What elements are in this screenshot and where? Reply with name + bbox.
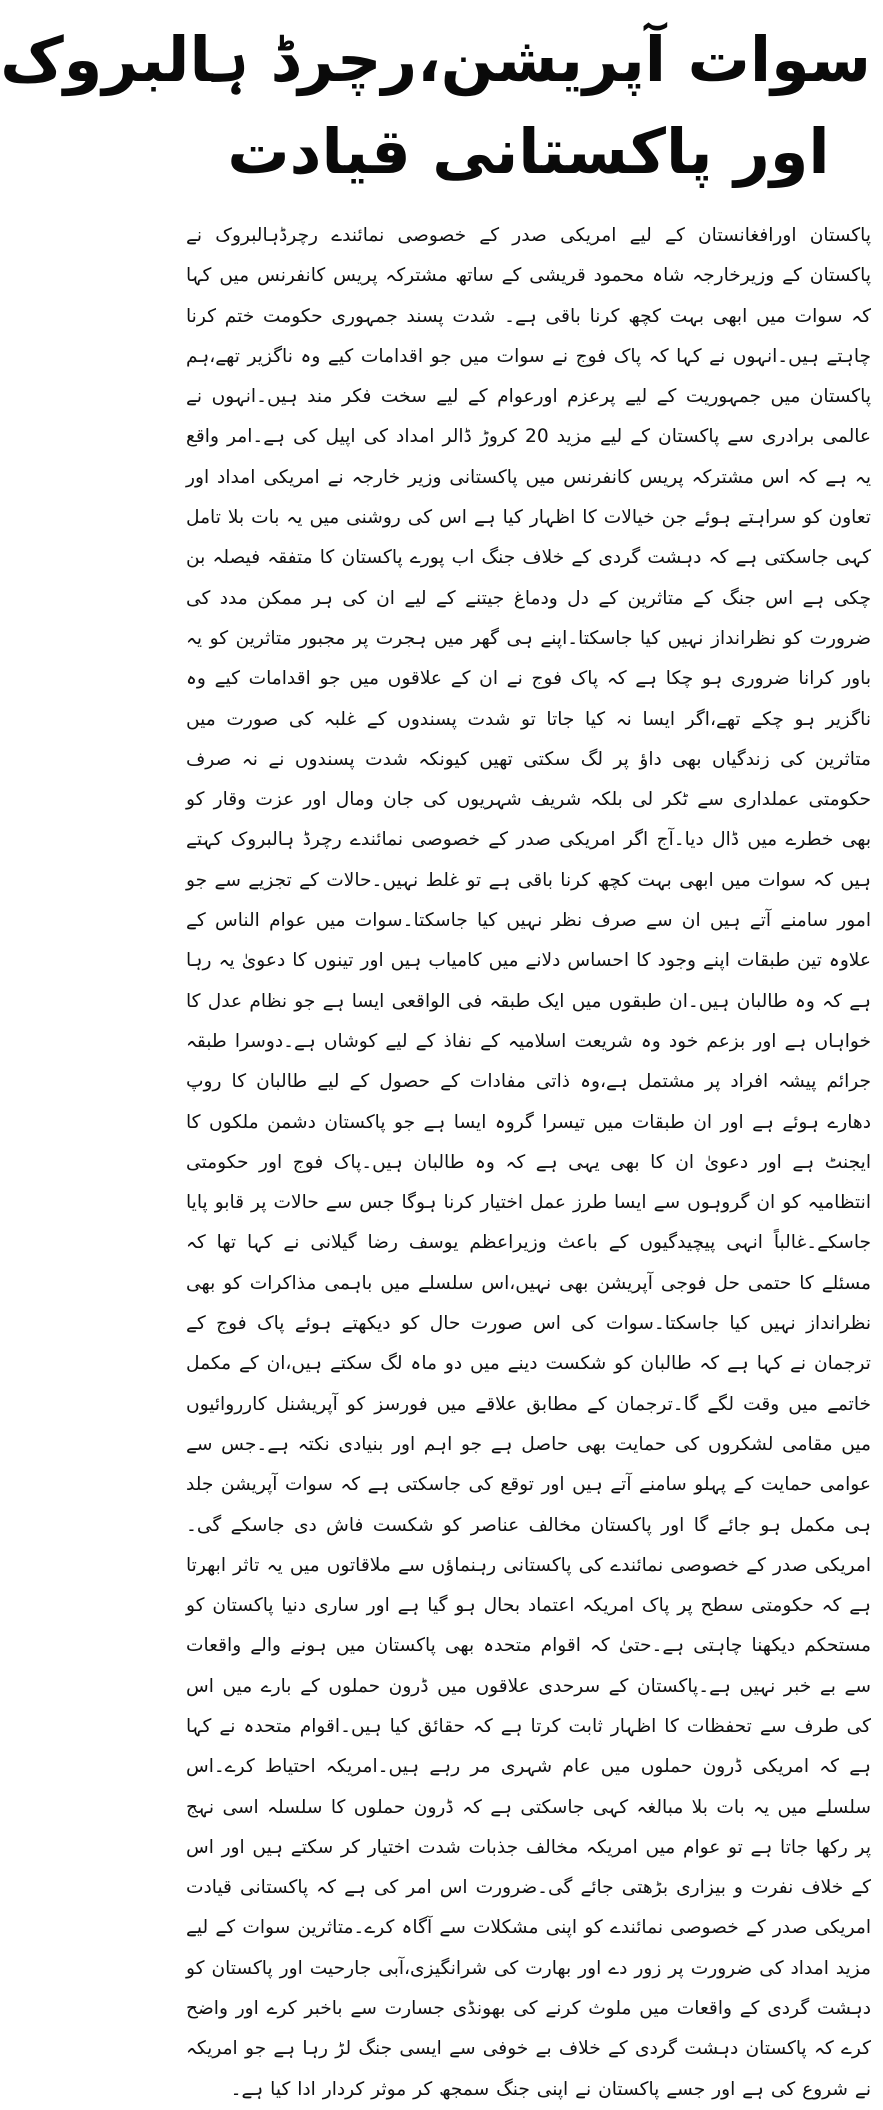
headline-line-1: سوات آپریشن،رچرڈ ہالبروک [0,23,871,96]
article-paragraph: پاکستان اورافغانستان کے لیے امریکی صدر کے خصوصی نمائندے رچرڈہالبروک نے پاکستان کے وزیرخارجہ شاہ محمود قریشی کے ساتھ مشترکہ پریس کانفرنس میں کہا کہ سوات میں ابھی بہت کچھ کرنا باقی ہے۔ شدت پسند جمہوری حکومت ختم کرنا چاہتے ہیں۔انہوں نے کہا کہ پاک فوج نے سوات میں جو اقدامات کیے وہ ناگزیر تھے،ہم پاکستان میں جمہوریت کے لیے پرعزم اورعوام کے لیے سخت فکر مند ہیں۔انہوں نے عالمی برادری سے پاکستان کے لیے مزید 20 کروڑ ڈالر امداد کی اپیل کی ہے۔امر واقع یہ ہے کہ اس مشترکہ پریس کانفرنس میں پاکستانی وزیر خارجہ نے امریکی امداد اور تعاون کو سراہتے ہوئے جن خیالات کا اظہار کیا ہے اس کی روشنی میں یہ بات بلا تامل کہی جاسکتی ہے کہ دہشت گردی کے خلاف جنگ اب پورے پاکستان کا متفقہ فیصلہ بن چکی ہے اس جنگ کے متاثرین کے دل ودماغ جیتنے کے لیے ان کی ہر ممکن مدد کی ضرورت کو نظرانداز نہیں کیا جاسکتا۔اپنے ہی گھر میں ہجرت پر مجبور متاثرین کو یہ باور کرانا ضروری ہو چکا ہے کہ پاک فوج نے ان کے علاقوں میں جو اقدامات کیے وہ ناگزیر ہو چکے تھے،اگر ایسا نہ کیا جاتا تو شدت پسندوں کے غلبہ کی صورت میں متاثرین کی زندگیاں بھی داؤ پر لگ سکتی تھیں کیونکہ شدت پسندوں نے نہ صرف حکومتی عملداری سے ٹکر لی بلکہ شریف شہریوں کی جان ومال اور عزت وقار کو بھی خطرے میں ڈال دیا۔آج اگر امریکی صدر کے خصوصی نمائندے رچرڈ ہالبروک کہتے ہیں کہ سوات میں ابھی بہت کچھ کرنا باقی ہے تو غلط نہیں۔حالات کے تجزیے سے جو امور سامنے آتے ہیں ان سے صرف نظر نہیں کیا جاسکتا۔سوات میں عوام الناس کے علاوہ تین طبقات اپنے وجود کا احساس دلانے میں کامیاب ہیں اور تینوں کا دعویٰ یہ رہا ہے کہ وہ طالبان ہیں۔ان طبقوں میں ایک طبقہ فی الواقعی ایسا ہے جو نظام عدل کا خواہاں ہے اور بزعم خود وہ شریعت اسلامیہ کے نفاذ کے لیے کوشاں ہے۔دوسرا طبقہ جرائم پیشہ افراد پر مشتمل ہے،وہ ذاتی مفادات کے حصول کے لیے طالبان کا روپ دھارے ہوئے ہے اور ان طبقات میں تیسرا گروہ ایسا ہے جو پاکستان دشمن ملکوں کا ایجنٹ ہے اور دعویٰ ان کا بھی یہی ہے کہ وہ طالبان ہیں۔پاک فوج اور حکومتی انتظامیہ کو ان گروہوں سے ایسا طرز عمل اختیار کرنا ہوگا جس سے حالات پر قابو پایا جاسکے۔غالباً انہی پیچیدگیوں کے باعث وزیراعظم یوسف رضا گیلانی نے کہا تھا کہ مسئلے کا حتمی حل فوجی آپریشن بھی نہیں،اس سلسلے میں باہمی مذاکرات کو بھی نظرانداز نہیں کیا جاسکتا۔سوات کی اس صورت حال کو دیکھتے ہوئے پاک فوج کے ترجمان نے کہا ہے کہ طالبان کو شکست دینے میں دو ماہ لگ سکتے ہیں،ان کے مکمل خاتمے میں وقت لگے گا۔ترجمان کے مطابق علاقے میں فورسز کو آپریشنل کارروائیوں میں مقامی لشکروں کی حمایت بھی حاصل ہے جو اہم اور بنیادی نکتہ ہے۔جس سے عوامی حمایت کے پہلو سامنے آتے ہیں اور توقع کی جاسکتی ہے کہ سوات آپریشن جلد ہی مکمل ہو جائے گا اور پاکستان مخالف عناصر کو شکست فاش دی جاسکے گی۔امریکی صدر کے خصوصی نمائندے کی پاکستانی رہنماؤں سے ملاقاتوں میں یہ تاثر ابھرتا ہے کہ حکومتی سطح پر پاک امریکہ اعتماد بحال ہو گیا ہے اور ساری دنیا پاکستان کو مستحکم دیکھنا چاہتی ہے۔حتیٰ کہ اقوام متحدہ بھی پاکستان میں ہونے والے واقعات سے بے خبر نہیں ہے۔پاکستان کے سرحدی علاقوں میں ڈرون حملوں کے بارے میں اس کی طرف سے تحفظات کا اظہار ثابت کرتا ہے کہ حقائق کیا ہیں۔اقوام متحدہ نے کہا ہے کہ امریکی ڈرون حملوں میں عام شہری مر رہے ہیں۔امریکہ احتیاط کرے۔اس سلسلے میں یہ بات بلا مبالغہ کہی جاسکتی ہے کہ ڈرون حملوں کا سلسلہ اسی نہج پر رکھا جاتا ہے تو عوام میں امریکہ مخالف جذبات شدت اختیار کر سکتے ہیں اور اس کے خلاف نفرت و بیزاری بڑھتی جائے گی۔ضرورت اس امر کی ہے کہ پاکستانی قیادت امریکی صدر کے خصوصی نمائندے کو اپنی مشکلات سے آگاہ کرے۔متاثرین سوات کے لیے مزید امداد کی ضرورت پر زور دے اور بھارت کی شرانگیزی،آبی جارحیت اور پاکستان کو دہشت گردی کے واقعات میں ملوث کرنے کی بھونڈی جسارت سے باخبر کرے اور واضح کرے کہ پاکستان دہشت گردی کے خلاف بے خوفی سے ایسی جنگ لڑ رہا ہے جو امریکہ نے شروع کی ہے اور جسے پاکستان نے اپنی جنگ سمجھ کر موثر کردار ادا کیا ہے۔ [186,225,871,2100]
headline-line-2: اور پاکستانی قیادت [227,115,830,188]
headline-spacer [186,198,871,216]
headline [0,14,871,198]
article-body [186,216,871,2100]
